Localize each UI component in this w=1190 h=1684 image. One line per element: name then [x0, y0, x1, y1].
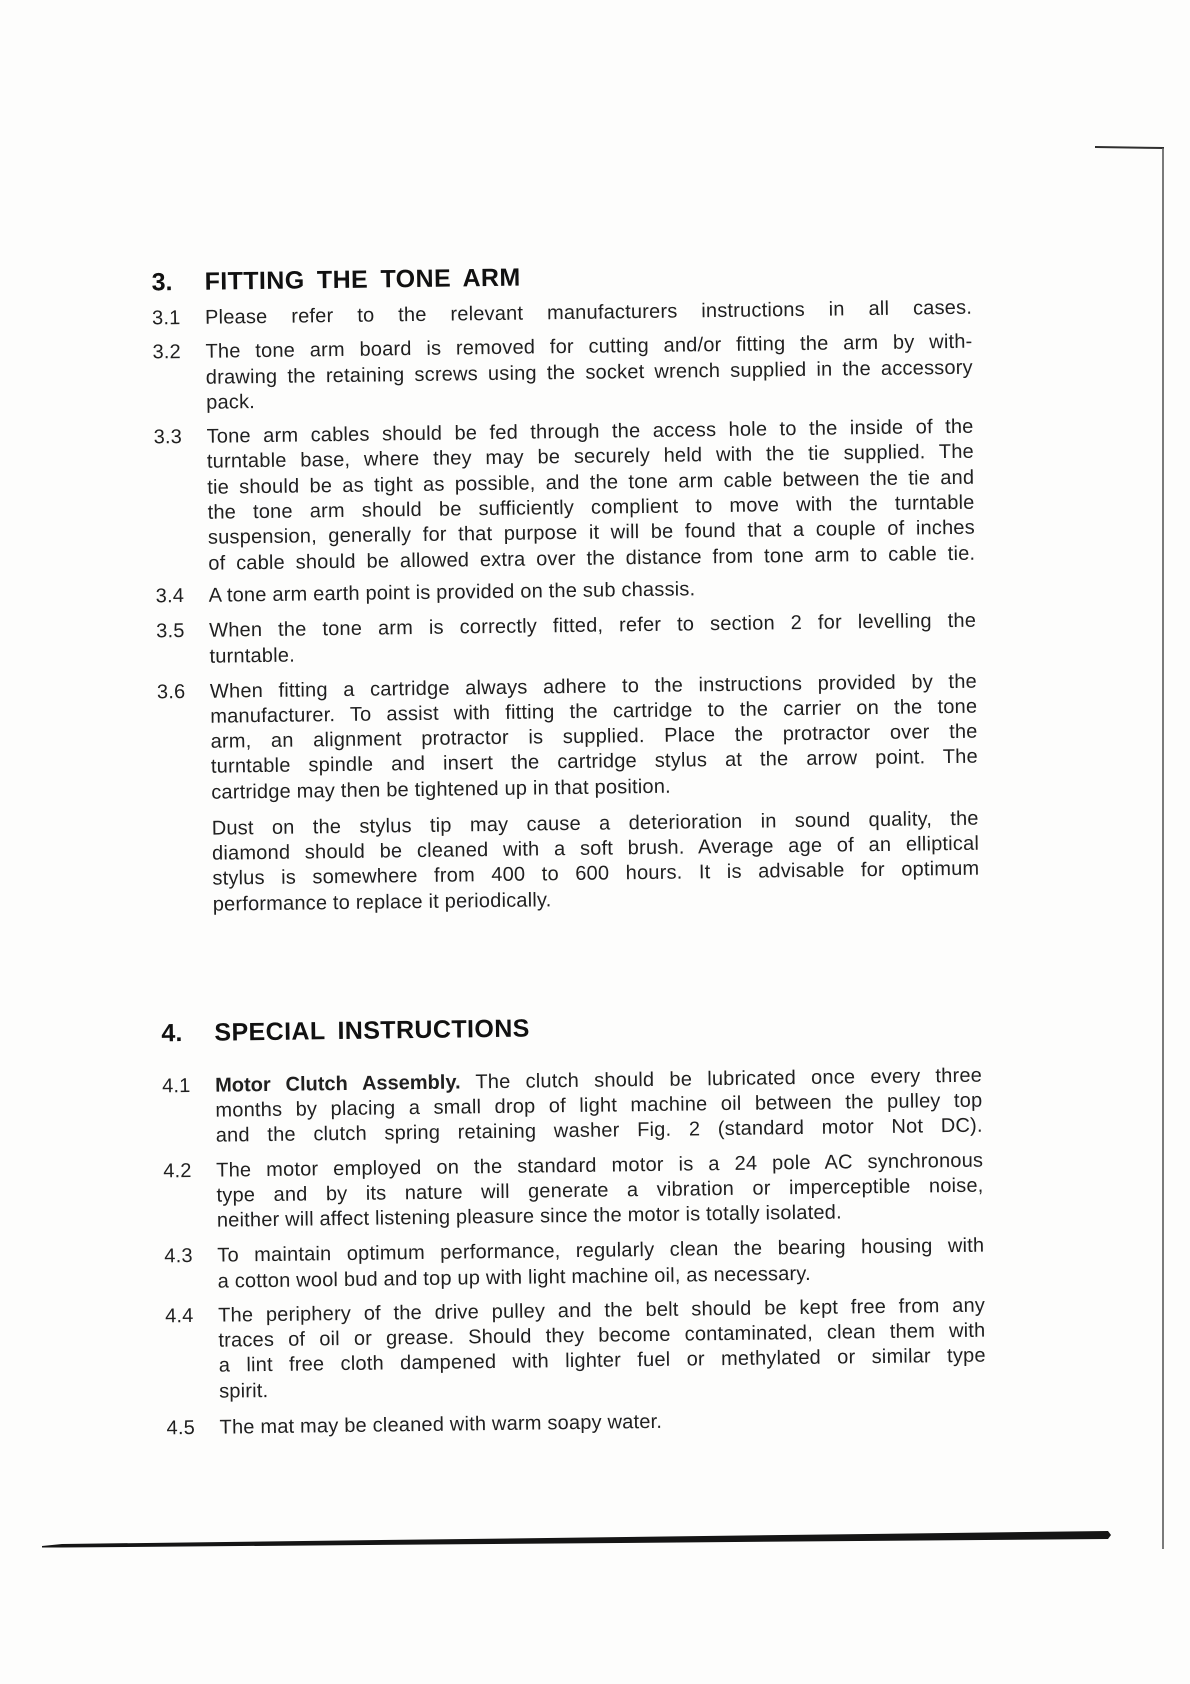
item-4-4-line-1: The periphery of the drive pulley and the belt should be kept free from any: [217, 1294, 986, 1327]
item-3-2: [133, 330, 993, 414]
document-body: [132, 234, 1008, 1465]
item-4-5-line-1: The mat may be cleaned with warm soapy water.: [219, 1410, 663, 1439]
item-3-6: [138, 669, 998, 804]
top-margin-rule: [1095, 147, 1164, 148]
item-lead-in: Motor Clutch Assembly.: [214, 1071, 461, 1097]
item-4-2-line-2: type and by its nature will generate a vibration or imperceptible noise,: [216, 1174, 984, 1207]
item-4-3-line-1: To maintain optimum performance, regularly clean the bearing housing with: [217, 1234, 985, 1267]
item-4-1: [143, 1063, 1003, 1148]
section-number: 3.: [151, 268, 173, 297]
item-4-1-line-1-text: The clutch should be lubricated once every three: [475, 1064, 983, 1094]
item-3-2-line-2: drawing the retaining screws using the socket wrench supplied in the accessory: [205, 356, 973, 389]
item-3-6-line-5: cartridge may then be tightened up in that position.: [211, 775, 671, 804]
section-number: 4.: [161, 1018, 183, 1048]
bottom-rule: [42, 1531, 1111, 1548]
item-number: 3.5: [156, 620, 185, 643]
item-text: [215, 1064, 983, 1150]
item-4-1-line-3: and the clutch spring retaining washer Fig. 2 (standard motor Not DC).: [215, 1115, 983, 1148]
section-title: SPECIAL INSTRUCTIONS: [214, 1014, 530, 1047]
item-3-6-cont-line-1: Dust on the stylus tip may cause a deterioration in sound quality, the: [211, 807, 979, 840]
item-number: 4.3: [164, 1245, 193, 1268]
section-heading-4: [142, 1007, 1002, 1048]
item-3-4-line-1: A tone arm earth point is provided on the sub chassis.: [208, 578, 696, 608]
item-text: [205, 330, 973, 416]
item-4-4-line-2: traces of oil or grease. Should they become contaminated, clean them with: [218, 1319, 986, 1352]
item-3-3: [134, 415, 994, 575]
item-4-1-line-2: months by placing a small drop of light machine oil between the pulley top: [215, 1089, 983, 1122]
item-3-5-line-2: turntable.: [209, 644, 296, 668]
item-3-2-line-1: The tone arm board is removed for cutting and/or fitting the arm by with-: [205, 330, 973, 364]
item-text: [205, 296, 972, 331]
item-text: [218, 1293, 986, 1404]
item-text: [209, 609, 977, 670]
item-3-3-line-3: tie should be as tight as possible, and the tone arm cable between the tie and: [207, 466, 975, 499]
item-text: [219, 1405, 986, 1440]
item-3-6-line-3: arm, an alignment protractor is supplied. Place the protractor over the: [210, 720, 978, 753]
section-heading-3: [132, 256, 992, 297]
item-number: 4.5: [166, 1416, 196, 1440]
item-text: [217, 1234, 985, 1295]
item-number: 3.2: [152, 341, 182, 364]
item-4-2: [144, 1148, 1004, 1233]
item-4-2-line-3: neither will affect listening pleasure since the motor is totally isolated.: [216, 1201, 842, 1233]
item-3-6-line-1: When fitting a cartridge always adhere to the instructions provided by the: [209, 670, 978, 703]
item-3-5: [137, 609, 997, 668]
item-text: [206, 415, 975, 577]
item-3-3-line-1: Tone arm cables should be fed through the access hole to the inside of the: [206, 415, 974, 448]
item-4-2-line-1: The motor employed on the standard motor is a 24 pole AC synchronous: [216, 1149, 984, 1182]
item-4-4: [146, 1293, 1006, 1403]
item-4-5: [147, 1405, 1007, 1440]
item-4-3: [145, 1234, 1005, 1293]
item-text: [212, 807, 980, 918]
item-3-6-line-4: turntable spindle and insert the cartridge stylus at the arrow point. The: [210, 746, 979, 779]
item-3-6-cont-line-4: performance to replace it periodically.: [212, 889, 552, 916]
item-number: 3.1: [151, 307, 181, 330]
item-number: 3.4: [155, 585, 185, 608]
item-number: 4.2: [163, 1159, 192, 1183]
item-4-3-line-2: a cotton wool bud and top up with light machine oil, as necessary.: [217, 1262, 811, 1293]
item-number: 3.6: [156, 680, 186, 703]
item-text: [216, 1148, 984, 1234]
item-3-6-cont-line-2: diamond should be cleaned with a soft brush. Average age of an elliptical: [211, 832, 980, 865]
item-3-3-line-4: the tone arm should be sufficiently complient to move with the turntable: [207, 491, 975, 524]
item-text: [209, 574, 976, 609]
item-3-1: [133, 296, 993, 330]
item-3-2-line-3: pack.: [206, 390, 256, 414]
item-3-1-line-1: Please refer to the relevant manufacturers instructions in all cases.: [204, 296, 973, 329]
item-text: [210, 669, 979, 806]
section-title: FITTING THE TONE ARM: [204, 263, 521, 296]
item-4-4-line-3: a lint free cloth dampened with lighter fuel or methylated or similar type: [218, 1344, 986, 1378]
item-3-6-line-2: manufacturer. To assist with fitting the cartridge to the carrier on the tone: [210, 695, 978, 728]
item-number: 3.3: [153, 426, 183, 449]
item-3-6-continuation: [140, 806, 1000, 916]
item-3-6-cont-line-3: stylus is somewhere from 400 to 600 hours. It is advisable for optimum: [212, 858, 980, 891]
item-3-3-line-6: of cable should be allowed extra over the distance from tone arm to cable tie.: [208, 542, 976, 575]
item-3-5-line-1: When the tone arm is correctly fitted, refer to section 2 for levelling the: [209, 610, 977, 643]
item-number: 4.1: [161, 1074, 191, 1098]
item-4-4-line-4: spirit.: [218, 1379, 269, 1403]
item-3-3-line-5: suspension, generally for that purpose it will be found that a couple of inches: [207, 517, 976, 550]
item-number: 4.4: [164, 1304, 194, 1328]
item-3-3-line-2: turntable base, where they may be securely held with the tie supplied. The: [206, 441, 975, 474]
